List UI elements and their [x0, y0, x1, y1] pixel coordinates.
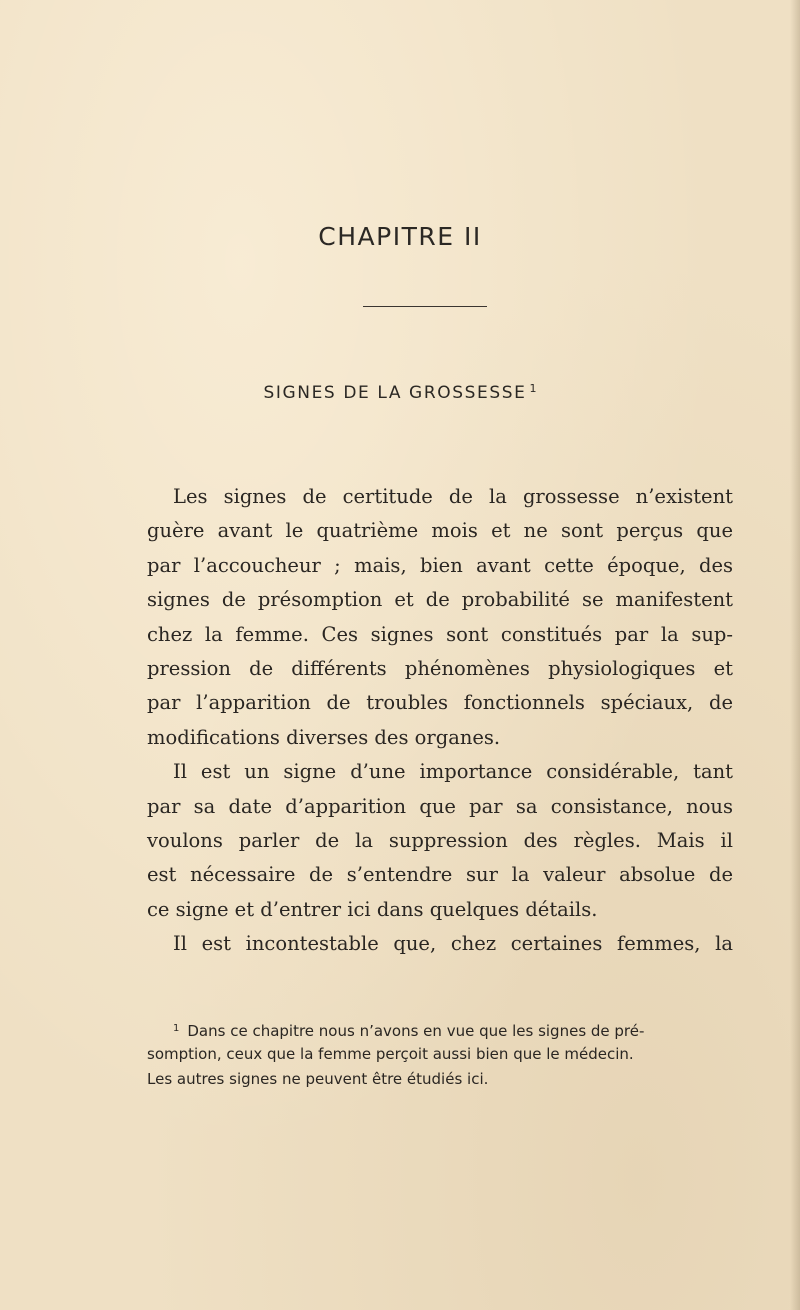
paragraph-2-line-4: est nécessaire de s’entendre sur la valeur absolue de: [147, 863, 733, 887]
paragraph-1-line-8: modifications diverses des organes.: [147, 725, 501, 749]
page-edge-shadow: [790, 0, 800, 1310]
section-title-text: SIGNES DE LA GROSSESSE: [263, 383, 527, 403]
paragraph-2-line-1: Il est un signe d’une importance considérable, tant: [173, 760, 733, 784]
title-divider: [363, 306, 487, 307]
footnote-line-3: Les autres signes ne peuvent être étudiés ici.: [147, 1070, 489, 1088]
paragraph-1-line-5: chez la femme. Ces signes sont constitués par la sup-: [147, 622, 733, 646]
paragraph-1-line-6: pression de différents phénomènes physiologiques et: [147, 656, 733, 680]
section-title: [0, 382, 800, 403]
footnote: [147, 1016, 733, 1093]
paragraph-1-line-1: Les signes de certitude de la grossesse n’existent: [173, 485, 733, 508]
paragraph-1-line-3: par l’accoucheur ; mais, bien avant cette époque, des: [147, 553, 733, 577]
footnote-line-2: somption, ceux que la femme perçoit aussi bien que le médecin.: [147, 1044, 634, 1063]
footnote-reference: 1: [529, 382, 537, 395]
paragraph-1-line-2: guère avant le quatrième mois et ne sont perçus que: [147, 519, 733, 543]
footnote-line-1: [147, 1016, 733, 1042]
footnote-marker: 1: [173, 1023, 180, 1034]
footnote-line-1-text: Dans ce chapitre nous n’avons en vue que les signes de pré-: [187, 1022, 645, 1040]
paragraph-2-line-2: par sa date d’apparition que par sa consistance, nous: [147, 794, 733, 818]
chapter-title: CHAPITRE II: [318, 222, 482, 251]
paragraph-1-line-4: signes de présomption et de probabilité se manifestent: [147, 588, 733, 612]
body-text: [147, 480, 733, 961]
paragraph-2-line-3: voulons parler de la suppression des règles. Mais il: [147, 828, 733, 852]
paragraph-2-line-5: ce signe et d’entrer ici dans quelques détails.: [147, 897, 598, 921]
paragraph-1-line-7: par l’apparition de troubles fonctionnels spéciaux, de: [147, 691, 733, 715]
paragraph-3-line-1: Il est incontestable que, chez certaines femmes, la: [173, 932, 733, 956]
